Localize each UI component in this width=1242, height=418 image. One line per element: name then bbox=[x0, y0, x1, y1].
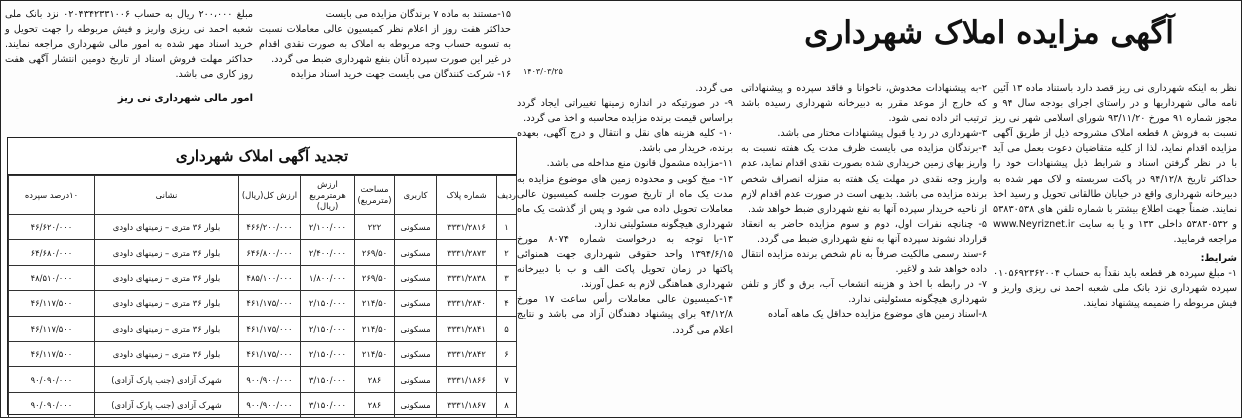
table-cell: شهرک آزادی (جنب پارک آزادی) bbox=[95, 392, 239, 417]
condition-16: ۱۶- شرکت کنندگان می بایست جهت خرید اسناد مزایده bbox=[290, 69, 511, 81]
table-cell: ۸ bbox=[497, 392, 517, 417]
table-cell: ۴۶۱/۱۷۵/۰۰۰ bbox=[239, 341, 301, 366]
table-cell: ۴۶/۶۲۰/۰۰۰ bbox=[9, 215, 95, 240]
condition-8-cont: می گردد. bbox=[695, 83, 733, 94]
condition-1: ۱- مبلغ سپرده هر قطعه باید نقداً به حساب ۰۱۰۵۶۹۲۳۶۲۰۰۴ سپرده شهرداری نزد بانک ملی شعبه احمد نی ریزی واریز و فیش مربوطه را ضمیمه پیشنهاد نمایند. bbox=[993, 268, 1237, 310]
signature: امور مالی شهرداری نی ریز bbox=[117, 93, 253, 104]
table-cell: ۲/۱۵۰/۰۰۰ bbox=[301, 341, 355, 366]
condition-8: ۸-اسناد زمین های موضوع مزایده حداقل یک ماهه آماده bbox=[767, 309, 987, 321]
table-cell: مسکونی bbox=[395, 240, 437, 265]
condition-9: ۹- در صورتیکه در اندازه زمینها تغییراتی ایجاد گردد براساس قیمت برنده مزایده محاسبه و اخذ می گردد. bbox=[517, 98, 733, 125]
table-cell: بلوار ۳۶ متری – زمینهای داودی bbox=[95, 215, 239, 240]
header-cell: نشانی bbox=[95, 176, 239, 215]
table-cell: ۳ bbox=[497, 265, 517, 290]
table-title: تجدید آگهی املاک شهرداری bbox=[8, 138, 516, 175]
table-cell: مسکونی bbox=[395, 215, 437, 240]
table-cell: ۴۶/۱۱۷/۵۰۰ bbox=[9, 341, 95, 366]
table-cell: بلوار ۳۶ متری – زمینهای داودی bbox=[95, 341, 239, 366]
property-table-box bbox=[7, 137, 517, 415]
table-cell: مسکونی bbox=[395, 367, 437, 392]
table-cell: ۴۶/۱۱۷/۵۰۰ bbox=[9, 291, 95, 316]
table-cell: ۲۱۴/۵۰ bbox=[355, 291, 395, 316]
table-cell: ۳۳۳۱/۱۸۶۶ bbox=[437, 367, 497, 392]
table-body bbox=[9, 215, 517, 418]
condition-4: ۴-برندگان مزایده می بایست ظرف مدت یک هفته نسبت به واریز بهای زمین خریداری شده بصورت نقدی اقدام نماید، عدم واریز وجه نقدی در مهلت یک هفته به منزله انصراف شخص برنده مزایده می باشد. بدیهی است در صورت عدم اقدام لازم از ناحیه خریدار سپرده آنها به نفع شهرداری ضبط خواهد شد. bbox=[741, 143, 987, 215]
header-cell: مساحت (مترمربع) bbox=[355, 176, 395, 215]
column-payment bbox=[5, 7, 253, 82]
table-cell: مسکونی bbox=[395, 341, 437, 366]
header-cell: ردیف bbox=[497, 176, 517, 215]
condition-6: ۶-سند رسمی مالکیت صرفاً به نام شخص برنده مزایده انتقال داده خواهد شد و لاغیر. bbox=[741, 249, 987, 276]
ad-title: آگهی مزایده املاک شهرداری bbox=[804, 15, 1174, 51]
table-cell: ۳۳۳۱/۲۸۱۶ bbox=[437, 215, 497, 240]
table-cell: ۴۸/۵۱۰/۰۰۰ bbox=[9, 265, 95, 290]
table-cell: ۳۳۳۱/۲۸۴۰ bbox=[437, 291, 497, 316]
table-cell: ۹۰۰/۹۰۰/۰۰۰ bbox=[239, 367, 301, 392]
table-cell: ۲/۱۰۰/۰۰۰ bbox=[301, 215, 355, 240]
table-cell: ۱/۸۰۰/۰۰۰ bbox=[301, 265, 355, 290]
table-row bbox=[9, 265, 517, 290]
table-row bbox=[9, 291, 517, 316]
table-cell: ۲ bbox=[497, 240, 517, 265]
table-cell: ۴ bbox=[497, 291, 517, 316]
publish-date: ۱۴۰۳/۰۳/۲۵ bbox=[523, 67, 563, 76]
table-cell: ۳۳۳۱/۲۸۳۸ bbox=[437, 265, 497, 290]
condition-5: ۵- چنانچه نفرات اول، دوم و سوم مزایده حاضر به انعقاد قرارداد نشوند سپرده آنها به نفع شهرداری ضبط می گردد. bbox=[741, 218, 987, 245]
table-cell: بلوار ۳۶ متری – زمینهای داودی bbox=[95, 265, 239, 290]
condition-11: ۱۱-مزایده مشمول قانون منع مداخله می باشد. bbox=[546, 158, 733, 170]
table-cell: مسکونی bbox=[395, 392, 437, 417]
table-cell: ۲/۴۰۰/۰۰۰ bbox=[301, 240, 355, 265]
table-row bbox=[9, 341, 517, 366]
table-cell: بلوار ۳۶ متری – زمینهای داودی bbox=[95, 291, 239, 316]
table-cell: مسکونی bbox=[395, 265, 437, 290]
table-cell: ۹۰/۰۹۰/۰۰۰ bbox=[9, 367, 95, 392]
table-cell: ۶ bbox=[497, 341, 517, 366]
table-row bbox=[9, 240, 517, 265]
header-cell: ۱۰درصد سپرده bbox=[9, 176, 95, 215]
condition-10: ۱۰- کلیه هزینه های نقل و انتقال و درج آگهی، بعهده برنده، خریدار می باشد. bbox=[517, 128, 733, 155]
intro-paragraph: نظر به اینکه شهرداری نی ریز قصد دارد باستناد ماده ۱۳ آئین نامه مالی شهرداریها و در راستای اجرای بودجه سال ۹۴ و مجوز شماره ۹۱ مورخ ۹۳/۱۱/۲۰ شورای اسلامی شهر نی ریز نسبت به فروش ۸ قطعه املاک مشروحه ذیل از طریق آگهی مزایده اقدام نماید، لذا از کلیه متقاضیان دعوت بعمل می آید با در نظر گرفتن اسناد و شرایط ذیل پیشنهادات خود را حداکثر تاریخ ۹۴/۱۲/۸ در پاکت سربسته و لاک مهر شده به دبیرخانه شهرداری واقع در خیابان طالقانی تحویل و رسید اخذ نمایند. ضمناً جهت اطلاع بیشتر با شماره تلفن های ۵۳۸۳۰۵۳۸ و ۵۳۸۳۰۵۳۲ داخلی ۱۳۳ و یا به سایت www.Neyriznet.ir مراجعه فرمایید. bbox=[993, 83, 1238, 245]
table-cell: ۹۰۰/۹۰۰/۰۰۰ bbox=[239, 392, 301, 417]
table-cell: ۲۶۹/۵۰ bbox=[355, 265, 395, 290]
condition-15: ۱۵-مستند به ماده ۷ برندگان مزایده می بایست bbox=[325, 9, 511, 20]
table-cell: بلوار ۳۶ متری – زمینهای داودی bbox=[95, 240, 239, 265]
column-conditions-9-14 bbox=[517, 81, 733, 338]
table-cell: ۲۶۹/۵۰ bbox=[355, 240, 395, 265]
table-cell: ۴۶۶/۲۰۰/۰۰۰ bbox=[239, 215, 301, 240]
table-row bbox=[9, 215, 517, 240]
table-cell: بلوار ۳۶ متری – زمینهای داودی bbox=[95, 316, 239, 341]
table-cell: ۲۲۲ bbox=[355, 215, 395, 240]
table-row bbox=[9, 367, 517, 392]
table-cell: ۹۰/۰۹۰/۰۰۰ bbox=[9, 392, 95, 417]
condition-2: ۲-به پیشنهادات مخدوش، ناخوانا و فاقد سپرده و پیشنهاداتی که خارج از موعد مقرر به دبیرخانه شهرداری رسیده باشد ترتیب اثر داده نمی شود. bbox=[741, 83, 987, 125]
table-cell: ۴۶۱/۱۷۵/۰۰۰ bbox=[239, 316, 301, 341]
header-cell: ارزش هرمترمربع (ریال) bbox=[301, 176, 355, 215]
table-cell: ۴۶۱/۱۷۵/۰۰۰ bbox=[239, 291, 301, 316]
table-cell: ۳/۱۵۰/۰۰۰ bbox=[301, 392, 355, 417]
condition-7: ۷- در رابطه با اخذ و هزینه انشعاب آب، برق و گاز و تلفن شهرداری هیچگونه مسئولیتی ندارد. bbox=[741, 279, 987, 306]
table-cell: شهرک آزادی (جنب پارک آزادی) bbox=[95, 367, 239, 392]
table-cell: ۲۱۴/۵۰ bbox=[355, 316, 395, 341]
table-cell: ۳۳۳۱/۲۸۴۱ bbox=[437, 316, 497, 341]
table-row bbox=[9, 392, 517, 417]
table-cell: ۳۳۳۱/۲۸۷۳ bbox=[437, 240, 497, 265]
property-table bbox=[8, 175, 517, 418]
table-cell: ۶۴/۶۸۰/۰۰۰ bbox=[9, 240, 95, 265]
table-cell: ۱ bbox=[497, 215, 517, 240]
table-cell: ۲۸۶ bbox=[355, 367, 395, 392]
table-row bbox=[9, 316, 517, 341]
table-cell: ۶۴۶/۸۰۰/۰۰۰ bbox=[239, 240, 301, 265]
condition-3: ۳-شهرداری در رد یا قبول پیشنهادات مختار می باشد. bbox=[777, 128, 987, 140]
column-intro bbox=[993, 81, 1237, 311]
column-conditions-15-16 bbox=[259, 7, 511, 82]
table-cell: ۲۸۶ bbox=[355, 392, 395, 417]
payment-text: مبلغ ۲۰۰،۰۰۰ ریال به حساب ۰۲۰۴۳۴۲۳۳۱۰۰۶ نزد بانک ملی شعبه احمد نی ریزی واریز و فیش مربوطه را جهت تحویل و خرید اسناد مهر شده به امور مالی شهرداری مراجعه نمایند. حداکثر مهلت فروش اسناد از تاریخ دومین انتشار آگهی هفت روز کاری می باشد. bbox=[5, 9, 253, 81]
table-cell: مسکونی bbox=[395, 316, 437, 341]
condition-12: ۱۲- میخ کوبی و محدوده زمین های موضوع مزایده به مدت یک ماه از تاریخ صورت جلسه کمیسیون عالی معاملات تحویل داده می شود و پس از گذشت یک ماه شهرداری هیچگونه مسئولیتی ندارد. bbox=[517, 173, 733, 230]
condition-13: ۱۳-با توجه به درخواست شماره ۸۰۷۴ مورخ ۱۳۹۴/۶/۱۵ واحد حقوقی شهرداری جهت همنوائی پاکتها در زمان تحویل پاکت الف و ب با دبیرخانه شهرداری هماهنگی لازم به عمل آورند. bbox=[517, 233, 733, 291]
table-header-row bbox=[9, 176, 517, 215]
column-conditions-2-8 bbox=[741, 81, 987, 323]
table-cell: ۳/۱۵۰/۰۰۰ bbox=[301, 367, 355, 392]
conditions-heading: شرایط: bbox=[1200, 253, 1237, 265]
table-cell: ۷ bbox=[497, 367, 517, 392]
table-cell: ۴۸۵/۱۰۰/۰۰۰ bbox=[239, 265, 301, 290]
header-cell: کاربری bbox=[395, 176, 437, 215]
table-cell: مسکونی bbox=[395, 291, 437, 316]
table-cell: ۲/۱۵۰/۰۰۰ bbox=[301, 291, 355, 316]
header-cell: ارزش کل(ریال) bbox=[239, 176, 301, 215]
table-cell: ۳۳۳۱/۲۸۴۲ bbox=[437, 341, 497, 366]
condition-15-body: حداکثر هفت روز از اعلام نظر کمیسیون عالی معاملات نسبت به تسویه حساب وجه مربوطه به املاک به صورت نقدی اقدام در غیر این صورت سپرده آنان بنفع شهرداری ضبط می گردد. bbox=[259, 24, 511, 66]
header-cell: شماره پلاک bbox=[437, 176, 497, 215]
table-cell: ۲۱۴/۵۰ bbox=[355, 341, 395, 366]
table-cell: ۵ bbox=[497, 316, 517, 341]
table-cell: ۳۳۳۱/۱۸۶۷ bbox=[437, 392, 497, 417]
table-cell: ۴۶/۱۱۷/۵۰۰ bbox=[9, 316, 95, 341]
table-cell: ۲/۱۵۰/۰۰۰ bbox=[301, 316, 355, 341]
condition-14: ۱۴-کمیسیون عالی معاملات رأس ساعت ۱۷ مورخ ۹۴/۱۲/۸ برای پیشنهاد دهندگان آزاد می باشد و نتایج اعلام می گردد. bbox=[517, 294, 733, 336]
